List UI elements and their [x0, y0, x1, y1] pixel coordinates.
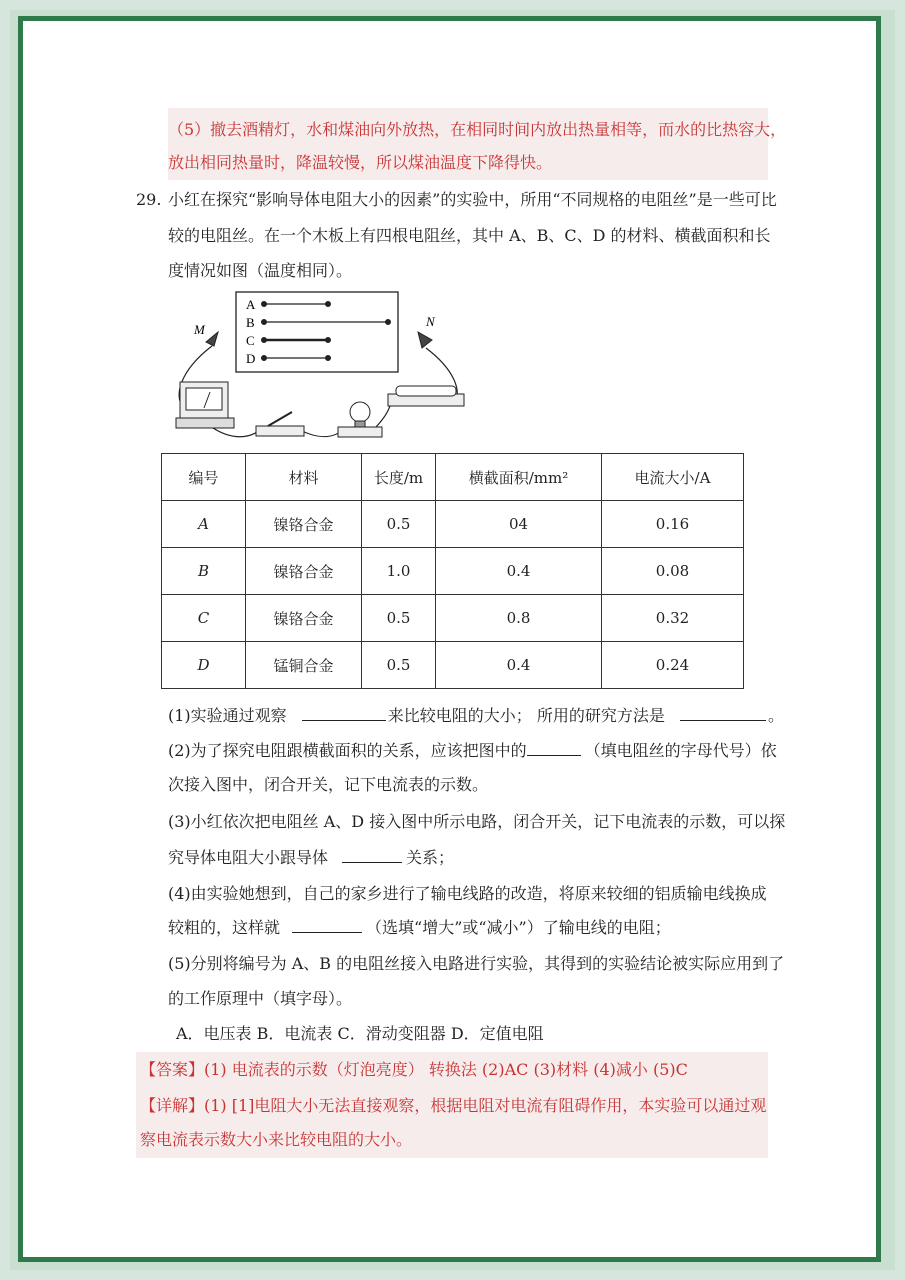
answer-blank [680, 706, 766, 721]
switch [256, 412, 304, 436]
wire-label-c: C [246, 333, 255, 348]
table-header: 电流大小/A [602, 454, 744, 501]
table-cell: 0.08 [602, 548, 744, 595]
table-cell: 镍铬合金 [246, 501, 362, 548]
subquestion-3-line-2 [168, 848, 454, 868]
subquestion-2-line-2: 次接入图中，闭合开关，记下电流表的示数。 [168, 775, 489, 794]
table-cell: 0.32 [602, 595, 744, 642]
table-cell: 0.8 [436, 595, 602, 642]
subquestion-1-part-b: 来比较电阻的大小； 所用的研究方法是 [387, 706, 665, 725]
table-cell: 1.0 [362, 548, 436, 595]
wire-label-b: B [246, 315, 255, 330]
ammeter [176, 382, 234, 428]
subquestion-4-line-2 [168, 918, 671, 938]
question-number: 29. [136, 190, 162, 209]
table-cell: 0.5 [362, 642, 436, 689]
question-line-1: 小红在探究“影响导体电阻大小的因素”的实验中，所用“不同规格的电阻丝”是一些可比 [168, 190, 777, 209]
light-bulb [338, 402, 382, 437]
answer-detail-line-2: 察电流表示数大小来比较电阻的大小。 [140, 1130, 413, 1149]
subquestion-2-part-a: (2)为了探究电阻跟横截面积的关系，应该把图中的 [168, 741, 527, 760]
table-cell: 镍铬合金 [246, 595, 362, 642]
table-row [162, 595, 744, 642]
table-row [162, 501, 744, 548]
table-cell: 0.4 [436, 548, 602, 595]
table-cell: 0.16 [602, 501, 744, 548]
answer-detail-line-1: 【详解】(1) [1]电阻大小无法直接观察，根据电阻对电流有阻碍作用，本实验可以通过观 [140, 1096, 767, 1115]
clip-m [206, 332, 218, 346]
table-cell: 0.5 [362, 501, 436, 548]
table-cell: 锰铜合金 [246, 642, 362, 689]
table-cell-id: D [162, 642, 246, 689]
subquestion-3-part-b: 究导体电阻大小跟导体 [168, 848, 329, 867]
wire-label-d: D [246, 351, 256, 366]
subquestion-1-part-c: 。 [767, 706, 784, 725]
table-cell: 0.24 [602, 642, 744, 689]
subquestion-5-options: A．电压表 B．电流表 C．滑动变阻器 D．定值电阻 [176, 1024, 544, 1043]
table-cell: 镍铬合金 [246, 548, 362, 595]
table-cell-id: A [162, 501, 246, 548]
table-cell-id: C [162, 595, 246, 642]
subquestion-5-line-2: 的工作原理中（填字母）。 [168, 989, 353, 1008]
battery [388, 386, 464, 406]
question-line-3: 度情况如图（温度相同）。 [168, 261, 353, 280]
answer-blank [342, 848, 402, 863]
answer-line: 【答案】(1) 电流表的示数（灯泡亮度） 转换法 (2)AC (3)材料 (4)减小 (5)C [140, 1060, 688, 1079]
table-cell-id: B [162, 548, 246, 595]
clip-label-n: N [426, 314, 435, 329]
circuit-figure [170, 290, 470, 450]
table-cell: 0.5 [362, 595, 436, 642]
table-header: 编号 [162, 454, 246, 501]
previous-answer-line-1: （5）撤去酒精灯，水和煤油向外放热，在相同时间内放出热量相等，而水的比热容大， [168, 120, 787, 139]
question-line-2: 较的电阻丝。在一个木板上有四根电阻丝，其中 A、B、C、D 的材料、横截面积和长 [168, 226, 771, 245]
table-header: 材料 [246, 454, 362, 501]
previous-answer-line-2: 放出相同热量时，降温较慢，所以煤油温度下降得快。 [168, 153, 553, 172]
table-cell: 04 [436, 501, 602, 548]
wire-data-table [161, 453, 744, 689]
answer-blank [292, 918, 362, 933]
subquestion-4-part-b: 较粗的，这样就 [168, 918, 281, 937]
wire-label-a: A [246, 297, 256, 312]
clip-label-m: M [194, 322, 205, 337]
subquestion-1 [168, 706, 784, 726]
answer-blank [302, 706, 386, 721]
table-cell: 0.4 [436, 642, 602, 689]
subquestion-2-part-b: （填电阻丝的字母代号）依 [584, 741, 777, 760]
subquestion-4-part-c: （选填“增大”或“减小”）了输电线的电阻； [366, 918, 671, 937]
table-header: 长度/m [362, 454, 436, 501]
clip-n [418, 332, 432, 348]
subquestion-3-line-1: (3)小红依次把电阻丝 A、D 接入图中所示电路，闭合开关，记下电流表的示数，可以探 [168, 812, 786, 831]
subquestion-1-part-a: (1)实验通过观察 [168, 706, 287, 725]
subquestion-5-line-1: (5)分别将编号为 A、B 的电阻丝接入电路进行实验，其得到的实验结论被实际应用到了 [168, 954, 785, 973]
subquestion-3-part-c: 关系； [406, 848, 455, 867]
answer-blank [527, 741, 581, 756]
table-row [162, 548, 744, 595]
table-header: 横截面积/mm² [436, 454, 602, 501]
subquestion-2-line-1 [168, 741, 777, 761]
table-header-row [162, 454, 744, 501]
table-row [162, 642, 744, 689]
subquestion-4-line-1: (4)由实验她想到，自己的家乡进行了输电线路的改造，将原来较细的铝质输电线换成 [168, 884, 767, 903]
